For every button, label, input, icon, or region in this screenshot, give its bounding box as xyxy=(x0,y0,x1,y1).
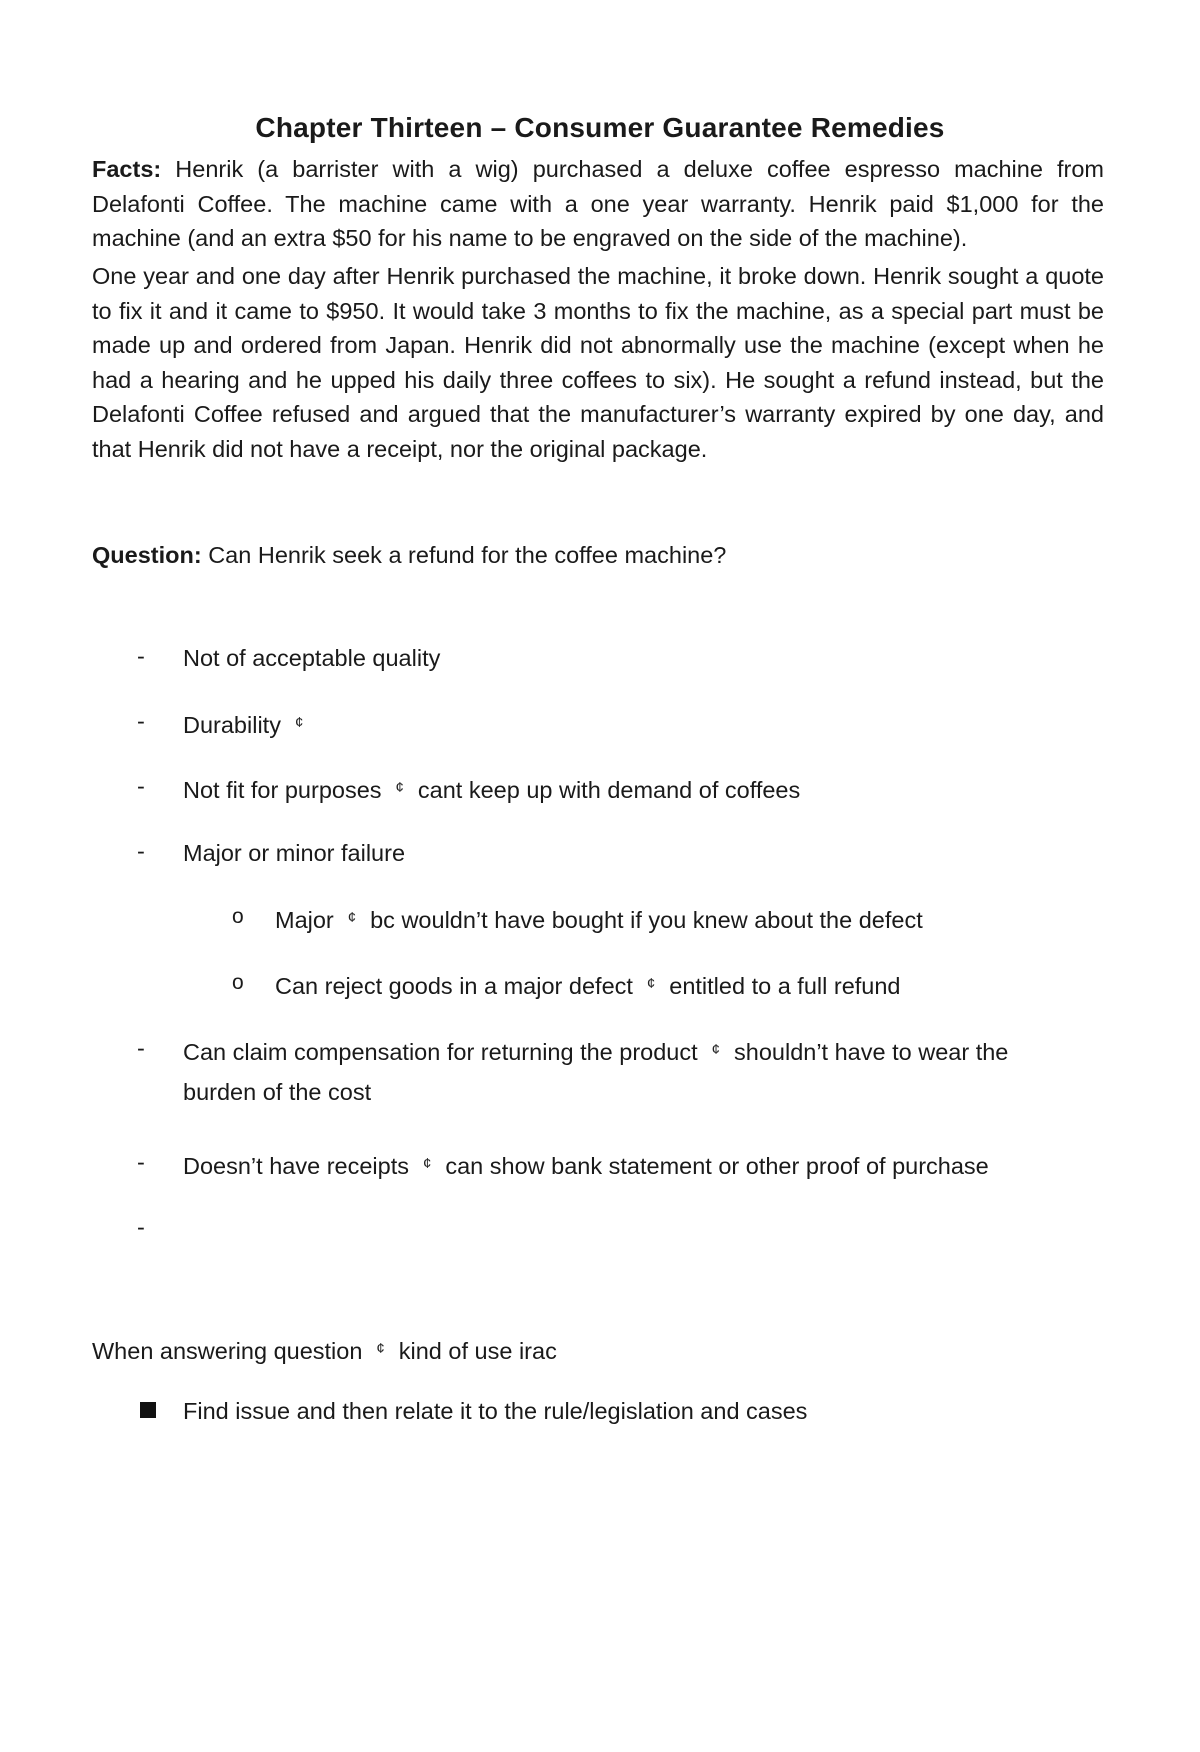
list-item-text: Durability xyxy=(183,712,281,738)
dash-bullet: - xyxy=(137,1214,145,1240)
dash-bullet: - xyxy=(137,1035,145,1061)
square-item-text: Find issue and then relate it to the rule/legislation and cases xyxy=(183,1398,808,1424)
sub-list-item xyxy=(275,898,1105,940)
sub-list-item xyxy=(275,964,1105,1006)
sub-bullet-icon: o xyxy=(232,905,244,928)
sub-item-text: bc wouldn’t have bought if you knew about the defect xyxy=(370,907,923,933)
question-label: Question: xyxy=(92,542,202,568)
list-item xyxy=(183,638,1103,678)
list-item xyxy=(183,1144,1103,1186)
answering-note xyxy=(92,1332,557,1368)
page-title: Chapter Thirteen – Consumer Guarantee Remedies xyxy=(255,112,945,143)
dash-bullet: - xyxy=(137,838,145,864)
arrow-icon: ¢ xyxy=(347,909,357,926)
list-item xyxy=(183,833,1103,873)
list-item xyxy=(183,1030,1103,1112)
list-item-text: shouldn’t have to wear the xyxy=(734,1039,1009,1065)
question-text: Can Henrik seek a refund for the coffee machine? xyxy=(208,542,727,568)
list-item xyxy=(183,703,1103,745)
dash-bullet: - xyxy=(137,1149,145,1175)
sub-item-text: Major xyxy=(275,907,334,933)
arrow-icon: ¢ xyxy=(422,1155,432,1172)
list-item-text: burden of the cost xyxy=(183,1079,372,1105)
facts-text: Henrik (a barrister with a wig) purchased a deluxe coffee espresso machine from Delafonti Coffee. The machine came with a one year warranty. Henrik paid $1,000 for the machine (and an extra $50 for his name to be engraved on the side of the machine). xyxy=(92,156,1104,251)
list-item-text: Not of acceptable quality xyxy=(183,645,441,671)
facts-paragraph xyxy=(92,152,1104,256)
dash-bullet: - xyxy=(137,643,145,669)
arrow-icon: ¢ xyxy=(646,975,656,992)
list-item-text: cant keep up with demand of coffees xyxy=(417,777,801,803)
arrow-icon: ¢ xyxy=(711,1041,721,1058)
answering-text: When answering question xyxy=(92,1338,363,1364)
sub-item-text: entitled to a full refund xyxy=(669,973,901,999)
sub-item-text: Can reject goods in a major defect xyxy=(275,973,633,999)
square-bullet-icon xyxy=(140,1402,156,1418)
dash-bullet: - xyxy=(137,708,145,734)
arrow-icon: ¢ xyxy=(294,714,304,731)
list-item-text: Major or minor failure xyxy=(183,840,406,866)
list-item-text: can show bank statement or other proof of purchase xyxy=(445,1153,989,1179)
story-paragraph: One year and one day after Henrik purchased the machine, it broke down. Henrik sought a quote to fix it and it came to $950. It would take 3 months to fix the machine, as a special part must be made up and ordered from Japan. Henrik did not abnormally use the machine (except when he had a hearing and he upped his daily three coffees to six). He sought a refund instead, but the Delafonti Coffee refused and argued that the manufacturer’s warranty expired by one day, and that Henrik did not have a receipt, nor the original package. xyxy=(92,263,1104,462)
dash-bullet: - xyxy=(137,773,145,799)
answering-text: kind of use irac xyxy=(398,1338,557,1364)
arrow-icon: ¢ xyxy=(395,779,404,796)
arrow-icon: ¢ xyxy=(376,1340,385,1357)
facts-label: Facts: xyxy=(92,156,162,182)
list-item xyxy=(183,768,1103,810)
sub-bullet-icon: o xyxy=(232,971,244,994)
list-item-text: Can claim compensation for returning the product xyxy=(183,1039,698,1065)
square-list-item xyxy=(183,1391,1103,1431)
list-item-text: Doesn’t have receipts xyxy=(183,1153,409,1179)
question-paragraph xyxy=(92,538,1104,573)
list-item-text: Not fit for purposes xyxy=(183,777,382,803)
